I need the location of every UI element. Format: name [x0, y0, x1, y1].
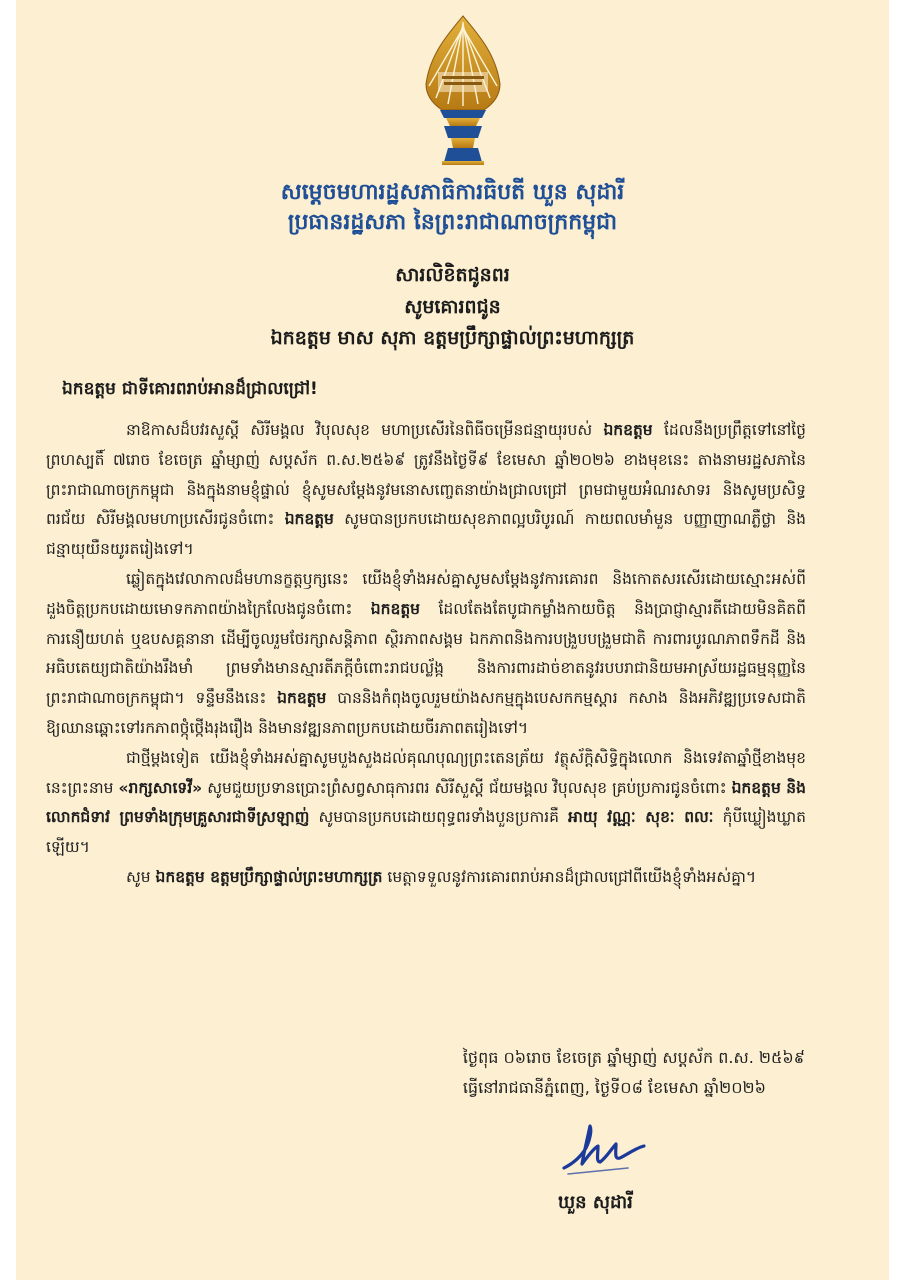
paragraph-3 — [46, 744, 806, 863]
text-span: មេត្តាទទួលនូវការគោរពរាប់អានដ៏ជ្រាលជ្រៅពីយើងខ្ញុំទាំងអស់គ្នា។ — [382, 867, 757, 886]
text-span: ដែលនឹងប្រព្រឹត្តទៅនៅថ្ងៃព្រហស្បតិ៍ ៧រោច ខែចេត្រ ឆ្នាំម្សាញ់ សប្តស័ក ព.ស.២៥៦៩ ត្រូវនឹងថ្ងៃទី៩ ខែមេសា ឆ្នាំ២០២៦ ខាងមុខនេះ តាងនាមរដ្ឋសភានៃព្រះរាជាណាចក្រកម្ពុជា និងក្នុងនាមខ្ញុំផ្ទាល់ ខ្ញុំសូមសម្ដែងនូវមនោសញ្ចេតនាយ៉ាងជ្រាលជ្រៅ ព្រមជាមួយអំណរសាទរ និងសូមប្រសិទ្ធពរជ័យ សិរីមង្គលមហាប្រសើរជូនចំពោះ — [46, 421, 806, 529]
text-span: កុំបីឃ្លៀងឃ្លាតឡើយ។ — [46, 808, 806, 857]
bold-span: អាយុ វណ្ណៈ សុខៈ ពលៈ — [568, 808, 714, 827]
bold-span: ឯកឧត្តម — [370, 599, 420, 618]
text-span: សូមជួយប្រទានប្រោះព្រំសព្វសាធុការពរ សិរីសួស្ដី ជ័យមង្គល វិបុលសុខ គ្រប់ប្រការជូនចំពោះ — [202, 778, 732, 797]
text-span: ឆ្លៀតក្នុងវេលាកាលដ៏មហានក្ខត្តឫក្សនេះ យើងខ្ញុំទាំងអស់គ្នាសូមសម្ដែងនូវការគោរព និងកោតសរសើរដោយស្មោះអស់ពីដួងចិត្តប្រកបដោយមោទកភាពយ៉ាងក្រៃលែងជូនចំពោះ — [46, 569, 806, 618]
text-span: នាឱកាសដ៏បវរសួស្ដី សិរីមង្គល វិបុលសុខ មហាប្រសើរនៃពិធីចម្រើនជន្មាយុរបស់ — [126, 421, 604, 439]
text-span: សូម — [126, 867, 156, 886]
text-span: បាននិងកំពុងចូលរួមយ៉ាងសកម្មក្នុងបេសកកម្មស្ដារ កសាង និងអភិវឌ្ឍប្រទេសជាតិ ឱ្យឈានឆ្ពោះទៅរកភាពថ្កុំថ្កើងរុងរឿង និងមានវឌ្ឍនភាពប្រកបដោយចីរភាពតរៀងទៅ។ — [46, 689, 806, 737]
text-span: សូមបានប្រកបដោយពុទ្ធពរទាំងបួនប្រការគឺ — [309, 808, 569, 827]
letter-title: សារលិខិតជូនពរ — [395, 264, 510, 286]
paragraph-2 — [46, 565, 806, 744]
bold-span: ឯកឧត្តម — [284, 510, 334, 529]
lunar-date: ថ្ងៃពុធ ០៦រោច ខែចេត្រ ឆ្នាំម្សាញ់ សប្តស័ក ព.ស. ២៥៦៩ — [462, 1048, 805, 1067]
date-block — [463, 1043, 805, 1103]
office-title: សម្ដេចមហារដ្ឋសភាធិការធិបតី ឃួន សុដារី — [280, 180, 625, 205]
signatory-name: ឃួន សុដារី — [558, 1192, 633, 1213]
national-assembly-emblem — [418, 14, 508, 166]
text-span: សូមបានប្រកបដោយសុខភាពល្អបរិបូរណ៍ កាយពលមាំមួន បញ្ញាញាណភ្លឺថ្លា និងជន្មាយុយឺនយូរតរៀងទៅ។ — [46, 510, 806, 559]
letter-recipient: ឯកឧត្តម មាស សុភា ឧត្តមប្រឹក្សាផ្ទាល់ព្រះមហាក្សត្រ — [270, 327, 635, 349]
letter-page — [16, 0, 889, 1280]
letter-addressed-to: សូមគោរពជូន — [404, 296, 501, 318]
bold-span: ឯកឧត្តម — [277, 689, 327, 708]
bold-span: ឯកឧត្តម — [603, 421, 653, 439]
bold-span: ឯកឧត្តម ឧត្តមប្រឹក្សាផ្ទាល់ព្រះមហាក្សត្រ — [155, 867, 383, 886]
paragraph-1 — [46, 416, 806, 565]
text-span: ដែលតែងតែបូជាកម្លាំងកាយចិត្ត និងប្រាជ្ញាស្មារតីដោយមិនគិតពីការនឿយហត់ ឬឧបសគ្គនានា ដើម្បីចូលរួមថែរក្សាសន្តិភាព ស្ថិរភាពសង្គម ឯកភាពនិងការបង្រួបបង្រួមជាតិ ការពារបូរណភាពទឹកដី និងអធិបតេយ្យជាតិយ៉ាងរឹងមាំ ព្រមទាំងមានស្មារតីភក្ដីចំពោះរាជបល្ល័ង្ក និងការពារដាច់ខាតនូវរបបរាជានិយមអាស្រ័យរដ្ឋធម្មនុញ្ញនៃព្រះរាជាណាចក្រកម្ពុជា។ ទន្ទឹមនឹងនេះ — [46, 599, 806, 708]
salutation: ឯកឧត្តម ជាទីគោរពរាប់អានដ៏ជ្រាលជ្រៅ! — [62, 379, 318, 399]
bold-span: «រាក្សសាទេវី» — [118, 778, 203, 797]
office-subtitle: ប្រធានរដ្ឋសភា នៃព្រះរាជាណាចក្រកម្ពុជា — [287, 210, 618, 235]
letter-body — [46, 416, 806, 893]
text-span: ជាថ្មីម្ដងទៀត យើងខ្ញុំទាំងអស់គ្នាសូមបួងសួងដល់គុណបុណ្យព្រះតេនត្រ័យ វត្ថុស័ក្តិសិទ្ធិក្នុងលោក និងទេវតាឆ្នាំថ្មីខាងមុខនេះព្រះនាម — [46, 748, 806, 797]
handwritten-signature — [558, 1118, 648, 1182]
place-and-date: ធ្វើនៅរាជធានីភ្នំពេញ, ថ្ងៃទី០៨ ខែមេសា ឆ្នាំ២០២៦ — [462, 1078, 766, 1097]
paragraph-4 — [46, 863, 806, 893]
bold-span: ឯកឧត្តម និង លោកជំទាវ ព្រមទាំងក្រុមគ្រួសារជាទីស្រឡាញ់ — [46, 778, 806, 827]
